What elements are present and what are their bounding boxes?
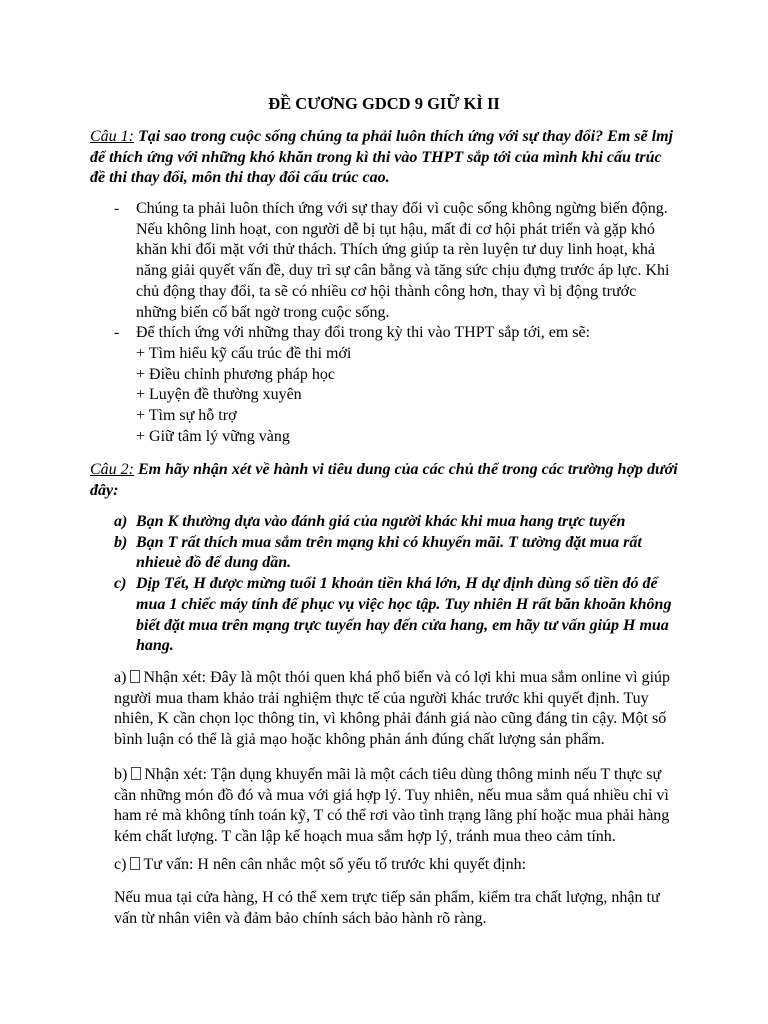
answer-text: Để thích ứng với những thay đổi trong kỳ thi vào THPT sắp tới, em sẽ: <box>136 324 591 342</box>
question-2-cases <box>114 512 680 657</box>
case-text: Bạn K thường dựa vào đánh giá của người khác khi mua hang trực tuyến <box>136 513 626 530</box>
answer-c-prefix: c) <box>114 856 127 873</box>
answer-text: Chúng ta phải luôn thích ứng với sự thay đổi vì cuộc sống không ngừng biến động. Nếu không linh hoạt, con người dễ bị tụt hậu, mất đi cơ hội phát triển và gặp khó khăn khi đối mặt với thử thách. Thích ứng giúp ta rèn luyện tư duy linh hoạt, khả năng giải quyết vấn đề, duy trì sự cân bằng và tăng sức chịu đựng trước áp lực. Khi chủ động thay đổi, ta sẽ có nhiều cơ hội thành công hơn, thay vì bị động trước những biến cố bất ngờ trong cuộc sống. <box>136 200 670 321</box>
answer-c-detail: Nếu mua tại cửa hàng, H có thể xem trực tiếp sản phẩm, kiểm tra chất lượng, nhận tư vấn từ nhân viên và đảm bảo chính sách bảo hành rõ ràng. <box>114 889 660 927</box>
case-marker: a) <box>114 513 128 530</box>
missing-glyph-icon <box>130 670 140 683</box>
case-text: Dịp Tết, H được mừng tuổi 1 khoản tiền khá lớn, H dự định dùng số tiền đó để mua 1 chiếc máy tính để phục vụ việc học tập. Tuy nhiên H rất băn khoăn không biết đặt mua trên mạng trực tuyến hay đến cửa hang, em hãy tư vấn giúp H mua hang. <box>136 575 672 655</box>
question-2 <box>90 460 680 501</box>
case-item <box>114 533 680 574</box>
sub-item: + Điều chỉnh phương pháp học <box>136 365 336 383</box>
case-marker: c) <box>114 575 127 593</box>
answer-c-paragraph <box>114 855 680 876</box>
answer-c-text: Tư vấn: H nên cân nhắc một số yếu tố trước khi quyết định: <box>143 856 527 873</box>
sub-item: + Giữ tâm lý vững vàng <box>136 427 290 445</box>
sub-item: + Tìm hiểu kỹ cấu trúc đề thi mới <box>136 344 352 362</box>
question-2-label: Câu 2: <box>90 461 134 478</box>
sub-item: + Tìm sự hỗ trợ <box>136 407 237 425</box>
case-item <box>114 512 680 533</box>
case-text: Bạn T rất thích mua sắm trên mạng khi có khuyến mãi. T tường đặt mua rất nhieuè đồ để dung dần. <box>136 533 642 572</box>
answer-a-text: Nhận xét: Đây là một thói quen khá phổ biến và có lợi khi mua sắm online vì giúp người mua tham khảo trải nghiệm thực tế của người khác trước khi quyết định. Tuy nhiên, K cần chọn lọc thông tin, vì không phải đánh giá nào cũng đáng tin cậy. Một số bình luận có thể là giả mạo hoặc không phản ánh đúng chất lượng sản phẩm. <box>114 669 671 749</box>
answer-item <box>114 323 672 447</box>
question-2-text: Em hãy nhận xét về hành vi tiêu dung của các chủ thể trong các trường hợp dưới đây: <box>90 461 678 499</box>
answer-item <box>114 199 672 323</box>
dash-marker: - <box>114 324 120 342</box>
answer-a-prefix: a) <box>114 669 127 686</box>
answer-a-paragraph <box>114 668 680 751</box>
question-1 <box>90 127 680 189</box>
missing-glyph-icon <box>130 857 140 870</box>
missing-glyph-icon <box>131 767 141 780</box>
answer-b-paragraph <box>114 765 680 848</box>
case-marker: b) <box>114 533 128 551</box>
sub-item: + Luyện đề thường xuyên <box>136 386 302 404</box>
dash-marker: - <box>114 200 120 217</box>
document-title: ĐỀ CƯƠNG GDCD 9 GIỮ KÌ II <box>268 94 500 113</box>
answer-b-text: Nhận xét: Tận dụng khuyến mãi là một cách tiêu dùng thông minh nếu T thực sự cần những món đồ đó và mua với giá hợp lý. Tuy nhiên, nếu mua sắm quá nhiều chỉ vì ham rẻ mà không tính toán kỹ, T có thể rơi vào tình trạng lãng phí hoặc mua phải hàng kém chất lượng. T cần lập kế hoạch mua sắm hợp lý, tránh mua theo cảm tính. <box>114 766 670 846</box>
question-1-label: Câu 1: <box>90 128 134 145</box>
answer-b-prefix: b) <box>114 766 128 783</box>
question-1-text: Tại sao trong cuộc sống chúng ta phải luôn thích ứng với sự thay đổi? Em sẽ lmj để thích ứng với những khó khăn trong kì thi vào THPT sắp tới của mình khi cấu trúc đề thi thay đổi, môn thi thay đổi cấu trúc cao. <box>90 128 673 187</box>
question-1-answers <box>114 199 672 447</box>
case-item <box>114 574 680 657</box>
